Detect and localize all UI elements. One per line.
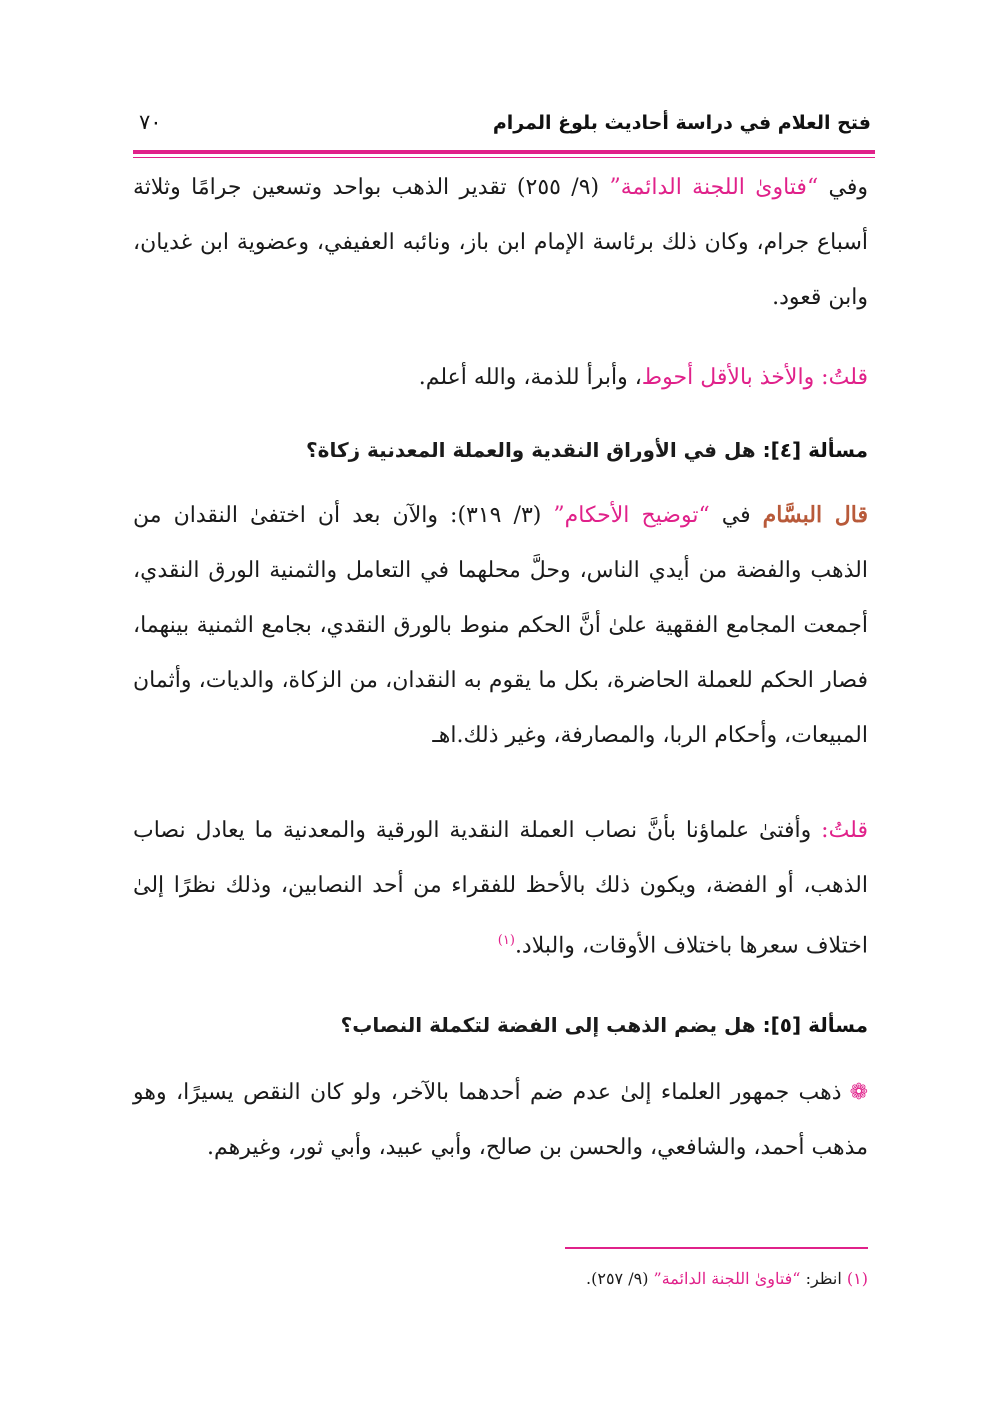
paragraph-4	[133, 803, 868, 973]
p3-text: (٣/ ٣١٩): والآن بعد أن اختفىٰ النقدان من الذهب والفضة من أيدي الناس، وحلَّ محلهما في التعامل والثمنية الورق النقدي، أجمعت المجامع الفقهية علىٰ أنَّ الحكم منوط بالورق النقدي، بجامع الثمنية بينهما، فصار الحكم للعملة الحاضرة، بكل ما يقوم به النقدان، من الزكاة، والديات، وأثمان المبيعات، وأحكام الربا، والمصارفة، وغير ذلك.اهـ	[133, 503, 868, 748]
header-rule	[133, 150, 875, 154]
p2-qultu: قلتُ: والأخذ بالأقل أحوط	[641, 365, 868, 390]
paragraph-2	[133, 350, 868, 405]
q4-text: هل في الأوراق النقدية والعملة المعدنية زكاة؟	[306, 438, 763, 462]
footnote-ref[interactable]: (١)	[497, 933, 515, 948]
header-rule-thin	[133, 157, 875, 158]
q5-tag: مسألة [٥]:	[762, 1013, 868, 1037]
p1-quote: “فتاوىٰ اللجنة الدائمة”	[609, 175, 819, 200]
footnote-number: (١)	[846, 1269, 868, 1288]
paragraph-3	[133, 488, 868, 763]
footnote-text: (٩/ ٢٥٧).	[586, 1269, 654, 1288]
flower-bullet-icon: ❁	[849, 1080, 868, 1105]
footnote-lead: انظر:	[800, 1269, 847, 1288]
p4-text: وأفتىٰ علماؤنا بأنَّ نصاب العملة النقدية الورقية والمعدنية ما يعادل نصاب الذهب، أو الفضة، ويكون ذلك بالأحظ للفقراء من أحد النصابين، وذلك نظرًا إلىٰ اختلاف سعرها باختلاف الأوقات، والبلاد.	[133, 818, 868, 959]
p1-lead: وفي	[818, 175, 869, 200]
running-title: فتح العلام في دراسة أحاديث بلوغ المرام	[492, 112, 871, 134]
question-4-heading	[133, 430, 868, 470]
p5-text: ذهب جمهور العلماء إلىٰ عدم ضم أحدهما بالآخر، ولو كان النقص يسيرًا، وهو مذهب أحمد، والشافعي، والحسن بن صالح، وأبي عبيد، وأبي ثور، وغيرهم.	[133, 1080, 868, 1160]
q4-tag: مسألة [٤]:	[762, 438, 868, 462]
p2-text: ، وأبرأ للذمة، والله أعلم.	[418, 365, 642, 390]
footnote	[586, 1265, 868, 1293]
page-number: ٧٠	[139, 110, 162, 134]
paragraph-1	[133, 160, 868, 325]
question-5-heading	[133, 1005, 868, 1045]
footnote-rule	[565, 1247, 868, 1249]
p4-qultu: قلتُ:	[821, 818, 868, 843]
footnote-quote: “فتاوىٰ اللجنة الدائمة”	[653, 1269, 801, 1288]
p3-lead: في	[709, 503, 763, 528]
p3-quote: “توضيح الأحكام”	[553, 503, 710, 528]
p3-speaker: قال البسَّام	[762, 502, 868, 528]
paragraph-5	[133, 1065, 868, 1175]
q5-text: هل يضم الذهب إلى الفضة لتكملة النصاب؟	[340, 1013, 763, 1037]
p1-text: (٩/ ٢٥٥) تقدير الذهب بواحد وتسعين جرامًا وثلاثة أسباع جرام، وكان ذلك برئاسة الإمام ابن باز، ونائبه العفيفي، وعضوية ابن غديان، وابن قعود.	[133, 175, 868, 310]
